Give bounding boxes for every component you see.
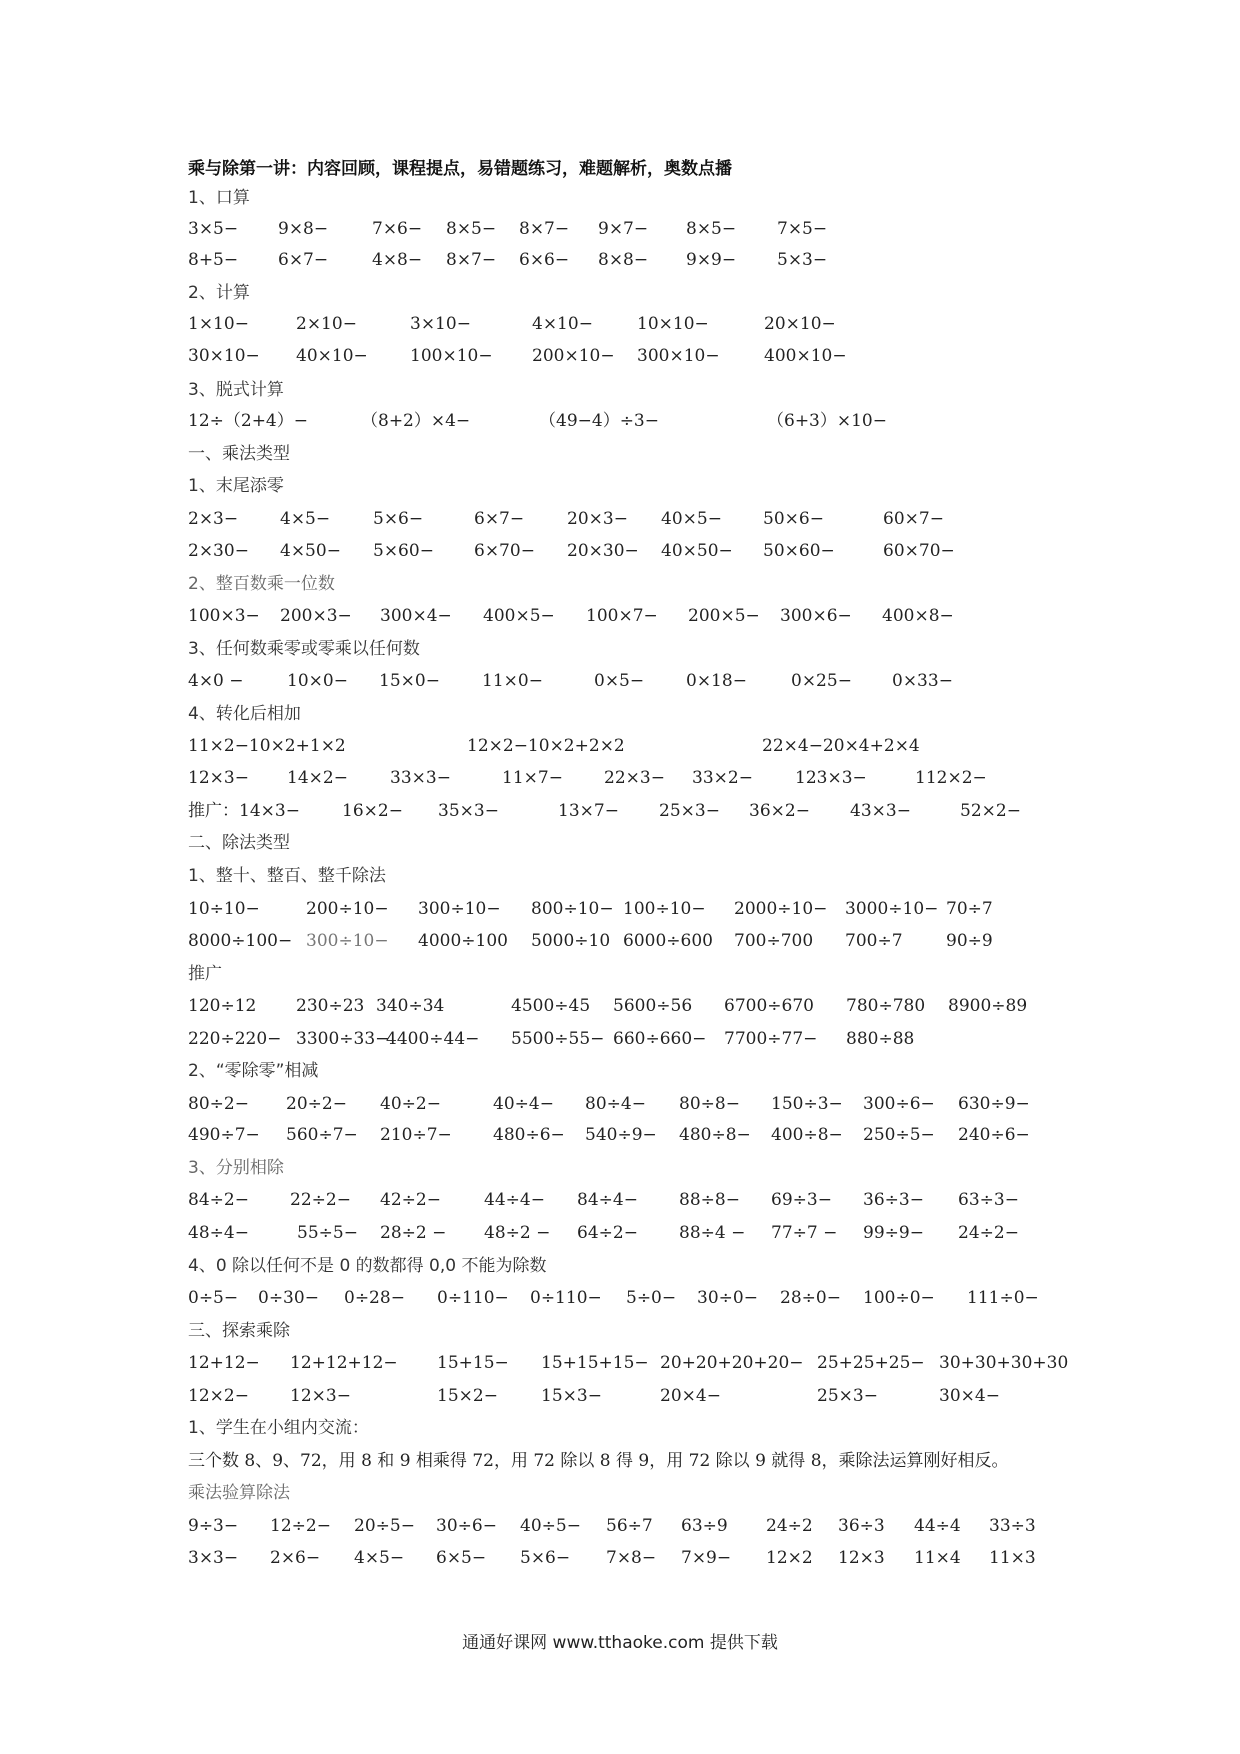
- exercise-item: 15+15−: [437, 1353, 509, 1373]
- exercise-row: [0, 1545, 1240, 1571]
- exercise-row: [0, 993, 1240, 1019]
- exercise-item: 0÷110−: [437, 1288, 509, 1308]
- exercise-item: 11×7−: [502, 768, 563, 788]
- exercise-item: 6×6−: [519, 250, 570, 270]
- exercise-item: （6+3）×10−: [767, 411, 887, 431]
- exercise-item: 24÷2: [766, 1516, 813, 1536]
- exercise-item: 36÷3−: [863, 1190, 924, 1210]
- exercise-item: 60×7−: [883, 509, 944, 529]
- exercise-item: 3×5−: [188, 219, 239, 239]
- exercise-item: 22÷2−: [290, 1190, 351, 1210]
- exercise-item: 12×2: [766, 1548, 813, 1568]
- exercise-item: 300×6−: [780, 606, 852, 626]
- exercise-item: 5×60−: [373, 541, 434, 561]
- exercise-item: 0÷5−: [188, 1288, 239, 1308]
- exercise-item: 14×2−: [287, 768, 348, 788]
- exercise-item: 12×3−: [290, 1386, 351, 1406]
- exercise-item: 28÷0−: [780, 1288, 841, 1308]
- section-heading: [0, 1415, 1240, 1441]
- exercise-item: 30×10−: [188, 346, 260, 366]
- section-heading: [0, 473, 1240, 499]
- exercise-item: 880÷88: [846, 1029, 915, 1049]
- exercise-item: 3×3−: [188, 1548, 239, 1568]
- section-heading: [0, 185, 1240, 211]
- exercise-item: 490÷7−: [188, 1125, 260, 1145]
- exercise-item: 3×10−: [410, 314, 471, 334]
- exercise-item: 40×5−: [661, 509, 722, 529]
- section-heading: [0, 830, 1240, 856]
- exercise-item: 6000÷600: [623, 931, 713, 951]
- exercise-item: 112×2−: [915, 768, 987, 788]
- exercise-item: 30÷6−: [436, 1516, 497, 1536]
- exercise-item: 8×8−: [598, 250, 649, 270]
- exercise-item: 40×50−: [661, 541, 733, 561]
- exercise-item: 12+12+12−: [290, 1353, 398, 1373]
- heading-text: 1、整十、整百、整千除法: [188, 866, 386, 886]
- exercise-item: 2×10−: [296, 314, 357, 334]
- exercise-item: 20+20+20+20−: [660, 1353, 804, 1373]
- exercise-item: 6×70−: [474, 541, 535, 561]
- exercise-item: 660÷660−: [613, 1029, 707, 1049]
- exercise-item: 22×3−: [604, 768, 665, 788]
- exercise-item: 2×30−: [188, 541, 249, 561]
- exercise-item: 400÷8−: [771, 1125, 843, 1145]
- exercise-item: 6×7−: [278, 250, 329, 270]
- exercise-item: 5600÷56: [613, 996, 693, 1016]
- heading-text: 2、整百数乘一位数: [188, 574, 335, 594]
- exercise-item: 12×2−10×2+2×2: [467, 736, 625, 756]
- exercise-item: 4400÷44−: [386, 1029, 480, 1049]
- exercise-item: 5×3−: [777, 250, 828, 270]
- heading-text: 4、转化后相加: [188, 704, 301, 724]
- exercise-item: 5500÷55−: [511, 1029, 605, 1049]
- heading-text: 3、任何数乘零或零乘以任何数: [188, 639, 420, 659]
- exercise-item: 111÷0−: [967, 1288, 1039, 1308]
- exercise-item: 8×7−: [446, 250, 497, 270]
- section-heading: [0, 701, 1240, 727]
- exercise-item: 28÷2 −: [380, 1223, 447, 1243]
- section-heading: [0, 1058, 1240, 1084]
- exercise-item: 12×2−: [188, 1386, 249, 1406]
- section-heading: [0, 636, 1240, 662]
- section-heading: [0, 1253, 1240, 1279]
- exercise-item: 100×7−: [586, 606, 658, 626]
- heading-text: 1、末尾添零: [188, 476, 284, 496]
- exercise-item: 200×5−: [688, 606, 760, 626]
- exercise-item: 9×9−: [686, 250, 737, 270]
- exercise-item: 5000÷10: [531, 931, 611, 951]
- exercise-item: 三个数 8、9、72，用 8 和 9 相乘得 72，用 72 除以 8 得 9，用 72 除以 9 就得 8，乘除法运算刚好相反。: [188, 1451, 1009, 1471]
- exercise-item: 200÷10−: [306, 899, 389, 919]
- exercise-item: 33÷3: [989, 1516, 1036, 1536]
- exercise-item: 200×10−: [532, 346, 615, 366]
- exercise-item: 16×2−: [342, 801, 403, 821]
- exercise-item: 0×18−: [686, 671, 747, 691]
- exercise-row: [0, 1285, 1240, 1311]
- exercise-item: 0×25−: [791, 671, 852, 691]
- exercise-item: 4000÷100: [418, 931, 508, 951]
- section-heading: [0, 280, 1240, 306]
- exercise-item: 12÷2−: [270, 1516, 331, 1536]
- exercise-item: 4500÷45: [511, 996, 591, 1016]
- exercise-item: 2×6−: [270, 1548, 321, 1568]
- exercise-item: 7×8−: [606, 1548, 657, 1568]
- heading-text: 2、“零除零”相减: [188, 1061, 319, 1081]
- heading-text: 1、学生在小组内交流：: [188, 1418, 369, 1438]
- exercise-item: 90÷9: [946, 931, 993, 951]
- exercise-item: 33×3−: [390, 768, 451, 788]
- exercise-item: 700÷700: [734, 931, 814, 951]
- exercise-item: 30÷0−: [697, 1288, 758, 1308]
- exercise-item: 11×4: [914, 1548, 961, 1568]
- exercise-item: 120÷12: [188, 996, 257, 1016]
- exercise-item: 8×7−: [519, 219, 570, 239]
- exercise-item: 42÷2−: [380, 1190, 441, 1210]
- exercise-row: [0, 1350, 1240, 1376]
- exercise-item: 60×70−: [883, 541, 955, 561]
- exercise-item: 12÷（2+4）−: [188, 411, 308, 431]
- heading-text: 推广: [188, 964, 222, 984]
- exercise-item: 9×8−: [278, 219, 329, 239]
- exercise-item: 70÷7: [946, 899, 993, 919]
- exercise-item: 20×10−: [764, 314, 836, 334]
- exercise-item: 88÷4 −: [679, 1223, 746, 1243]
- exercise-item: 36÷3: [838, 1516, 885, 1536]
- exercise-item: 300÷10−: [418, 899, 501, 919]
- exercise-item: 44÷4: [914, 1516, 961, 1536]
- exercise-item: 63÷3−: [958, 1190, 1019, 1210]
- exercise-item: 0÷110−: [530, 1288, 602, 1308]
- exercise-item: 230÷23: [296, 996, 365, 1016]
- exercise-item: 150÷3−: [771, 1094, 843, 1114]
- exercise-row: [0, 1448, 1240, 1474]
- exercise-item: 7×9−: [681, 1548, 732, 1568]
- exercise-item: 400×8−: [882, 606, 954, 626]
- exercise-item: 5÷0−: [626, 1288, 677, 1308]
- exercise-item: 8+5−: [188, 250, 239, 270]
- exercise-item: 15+15+15−: [541, 1353, 649, 1373]
- exercise-item: （8+2）×4−: [361, 411, 471, 431]
- exercise-item: 300÷6−: [863, 1094, 935, 1114]
- exercise-item: 52×2−: [960, 801, 1021, 821]
- exercise-item: 480÷8−: [679, 1125, 751, 1145]
- exercise-row: [0, 603, 1240, 629]
- exercise-item: 20×4−: [660, 1386, 721, 1406]
- exercise-item: 300×4−: [380, 606, 452, 626]
- exercise-item: 15×0−: [379, 671, 440, 691]
- exercise-item: 88÷8−: [679, 1190, 740, 1210]
- exercise-row: [0, 1187, 1240, 1213]
- exercise-item: 0×5−: [594, 671, 645, 691]
- exercise-item: 220÷220−: [188, 1029, 282, 1049]
- exercise-row: [0, 538, 1240, 564]
- exercise-item: 300×10−: [637, 346, 720, 366]
- exercise-item: 推广：14×3−: [188, 801, 300, 821]
- exercise-item: 24÷2−: [958, 1223, 1019, 1243]
- exercise-row: [0, 1513, 1240, 1539]
- exercise-item: 77÷7 −: [771, 1223, 838, 1243]
- exercise-item: 630÷9−: [958, 1094, 1030, 1114]
- exercise-item: 80÷8−: [679, 1094, 740, 1114]
- exercise-item: 100÷0−: [863, 1288, 935, 1308]
- exercise-item: 22×4−20×4+2×4: [762, 736, 920, 756]
- exercise-item: 560÷7−: [286, 1125, 358, 1145]
- exercise-item: 100×3−: [188, 606, 260, 626]
- exercise-item: 40÷5−: [520, 1516, 581, 1536]
- exercise-item: 210÷7−: [380, 1125, 452, 1145]
- exercise-item: 4×5−: [280, 509, 331, 529]
- exercise-item: 50×6−: [763, 509, 824, 529]
- exercise-item: 8×5−: [686, 219, 737, 239]
- exercise-item: 700÷7: [845, 931, 903, 951]
- exercise-item: 9×7−: [598, 219, 649, 239]
- exercise-item: （49−4）÷3−: [539, 411, 659, 431]
- exercise-item: 2×3−: [188, 509, 239, 529]
- heading-text: 3、分别相除: [188, 1158, 284, 1178]
- exercise-item: 1×10−: [188, 314, 249, 334]
- exercise-item: 40×10−: [296, 346, 368, 366]
- heading-text: 一、乘法类型: [188, 444, 290, 464]
- section-heading: [0, 1318, 1240, 1344]
- exercise-item: 33×2−: [692, 768, 753, 788]
- exercise-item: 3000÷10−: [845, 899, 939, 919]
- exercise-item: 40÷4−: [493, 1094, 554, 1114]
- exercise-item: 4×10−: [532, 314, 593, 334]
- exercise-row: [0, 896, 1240, 922]
- exercise-item: 35×3−: [438, 801, 499, 821]
- exercise-item: 3300÷33−: [296, 1029, 390, 1049]
- exercise-item: 50×60−: [763, 541, 835, 561]
- exercise-item: 12×3: [838, 1548, 885, 1568]
- exercise-item: 99÷9−: [863, 1223, 924, 1243]
- exercise-item: 15×3−: [541, 1386, 602, 1406]
- exercise-item: 8×5−: [446, 219, 497, 239]
- section-heading: [0, 377, 1240, 403]
- exercise-row: [0, 408, 1240, 434]
- exercise-item: 8000÷100−: [188, 931, 293, 951]
- exercise-item: 9÷3−: [188, 1516, 239, 1536]
- exercise-item: 8900÷89: [948, 996, 1028, 1016]
- exercise-item: 13×7−: [558, 801, 619, 821]
- section-heading: [0, 571, 1240, 597]
- section-heading: [0, 441, 1240, 467]
- exercise-item: 48÷2 −: [484, 1223, 551, 1243]
- exercise-item: 0÷28−: [344, 1288, 405, 1308]
- exercise-item: 4×50−: [280, 541, 341, 561]
- exercise-item: 400×5−: [483, 606, 555, 626]
- heading-text: 4、0 除以任何不是 0 的数都得 0,0 不能为除数: [188, 1256, 547, 1276]
- exercise-item: 25×3−: [659, 801, 720, 821]
- exercise-item: 12×3−: [188, 768, 249, 788]
- heading-text: 3、脱式计算: [188, 380, 284, 400]
- exercise-item: 48÷4−: [188, 1223, 249, 1243]
- exercise-item: 4×5−: [354, 1548, 405, 1568]
- exercise-item: 240÷6−: [958, 1125, 1030, 1145]
- exercise-row: [0, 1383, 1240, 1409]
- exercise-item: 20×3−: [567, 509, 628, 529]
- heading-text: 二、除法类型: [188, 833, 290, 853]
- exercise-item: 0×33−: [892, 671, 953, 691]
- exercise-item: 55÷5−: [297, 1223, 358, 1243]
- section-heading: [0, 1480, 1240, 1506]
- exercise-item: 25+25+25−: [817, 1353, 925, 1373]
- exercise-row: [0, 343, 1240, 369]
- heading-text: 2、计算: [188, 283, 250, 303]
- exercise-item: 20÷2−: [286, 1094, 347, 1114]
- exercise-row: [0, 928, 1240, 954]
- exercise-item: 5×6−: [373, 509, 424, 529]
- exercise-row: [0, 216, 1240, 242]
- exercise-item: 44÷4−: [484, 1190, 545, 1210]
- exercise-item: 4×8−: [372, 250, 423, 270]
- exercise-row: [0, 798, 1240, 824]
- exercise-item: 84÷2−: [188, 1190, 249, 1210]
- exercise-item: 2000÷10−: [734, 899, 828, 919]
- exercise-item: 80÷4−: [585, 1094, 646, 1114]
- exercise-item: 400×10−: [764, 346, 847, 366]
- exercise-item: 43×3−: [850, 801, 911, 821]
- exercise-item: 12+12−: [188, 1353, 260, 1373]
- exercise-item: 123×3−: [795, 768, 867, 788]
- exercise-item: 200×3−: [280, 606, 352, 626]
- page-title: 乘与除第一讲：内容回顾，课程提点，易错题练习，难题解析，奥数点播: [188, 159, 732, 179]
- exercise-item: 20×30−: [567, 541, 639, 561]
- section-heading: [0, 961, 1240, 987]
- exercise-row: [0, 1026, 1240, 1052]
- exercise-item: 10×0−: [287, 671, 348, 691]
- exercise-item: 6×7−: [474, 509, 525, 529]
- exercise-item: 340÷34: [376, 996, 445, 1016]
- exercise-item: 25×3−: [817, 1386, 878, 1406]
- heading-text: 乘法验算除法: [188, 1483, 290, 1503]
- exercise-item: 64÷2−: [577, 1223, 638, 1243]
- exercise-row: [0, 765, 1240, 791]
- exercise-item: 800÷10−: [531, 899, 614, 919]
- exercise-item: 30×4−: [939, 1386, 1000, 1406]
- exercise-item: 56÷7: [606, 1516, 653, 1536]
- heading-text: 1、口算: [188, 188, 250, 208]
- exercise-item: 780÷780: [846, 996, 926, 1016]
- exercise-item: 4×0 −: [188, 671, 244, 691]
- exercise-item: 480÷6−: [493, 1125, 565, 1145]
- exercise-item: 40÷2−: [380, 1094, 441, 1114]
- exercise-item: 6700÷670: [724, 996, 814, 1016]
- exercise-item: 10÷10−: [188, 899, 260, 919]
- exercise-row: [0, 247, 1240, 273]
- exercise-item: 0÷30−: [258, 1288, 319, 1308]
- exercise-item: 11×2−10×2+1×2: [188, 736, 346, 756]
- exercise-item: 100÷10−: [623, 899, 706, 919]
- exercise-row: [0, 733, 1240, 759]
- exercise-item: 84÷4−: [577, 1190, 638, 1210]
- exercise-item: 69÷3−: [771, 1190, 832, 1210]
- exercise-item: 80÷2−: [188, 1094, 249, 1114]
- section-heading: [0, 1155, 1240, 1181]
- exercise-item: 10×10−: [637, 314, 709, 334]
- footer-text: 通通好课网 www.tthaoke.com 提供下载: [462, 1633, 778, 1653]
- exercise-item: 11×0−: [482, 671, 543, 691]
- exercise-item: 100×10−: [410, 346, 493, 366]
- exercise-row: [0, 1220, 1240, 1246]
- exercise-item: 15×2−: [437, 1386, 498, 1406]
- exercise-item: 7700÷77−: [724, 1029, 818, 1049]
- exercise-item: 20÷5−: [354, 1516, 415, 1536]
- section-heading: [0, 863, 1240, 889]
- exercise-item: 63÷9: [681, 1516, 728, 1536]
- exercise-item: 250÷5−: [863, 1125, 935, 1145]
- exercise-row: [0, 1122, 1240, 1148]
- exercise-item: 7×6−: [372, 219, 423, 239]
- exercise-row: [0, 311, 1240, 337]
- exercise-item: 11×3: [989, 1548, 1036, 1568]
- exercise-item: 36×2−: [749, 801, 810, 821]
- exercise-item: 30+30+30+30: [939, 1353, 1069, 1373]
- exercise-item: 6×5−: [436, 1548, 487, 1568]
- exercise-row: [0, 1091, 1240, 1117]
- exercise-item: 540÷9−: [585, 1125, 657, 1145]
- heading-text: 三、探索乘除: [188, 1321, 290, 1341]
- exercise-item: 300÷10−: [306, 931, 389, 951]
- exercise-item: 7×5−: [777, 219, 828, 239]
- exercise-row: [0, 506, 1240, 532]
- exercise-row: [0, 668, 1240, 694]
- exercise-item: 5×6−: [520, 1548, 571, 1568]
